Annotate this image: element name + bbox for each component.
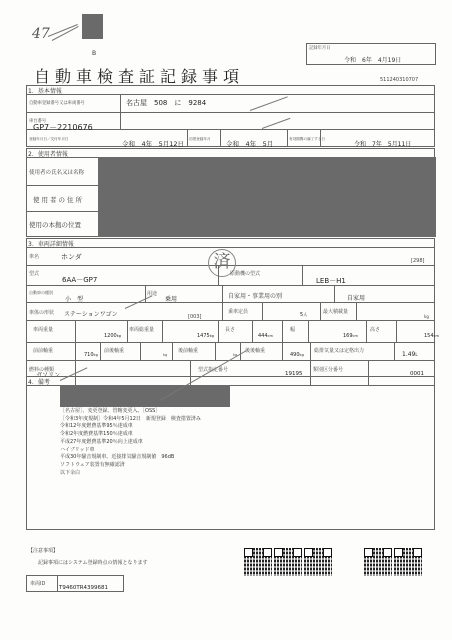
- rear-rear-axle-label: 後後軸重: [245, 348, 266, 354]
- engine-value: LEB－H1: [316, 277, 346, 285]
- remark-line: 以下余白: [60, 469, 81, 476]
- first-year-label: 初度登録年月: [189, 137, 211, 141]
- model-value: 6AA－GP7: [62, 276, 98, 284]
- expiry-value: 令和 7年 5月11日: [354, 141, 412, 148]
- rear-rear-axle-value: 490kg: [290, 352, 304, 358]
- remark-line: 平成30年騒音規制車、近接排気騒音規制値 96dB: [60, 454, 175, 461]
- kind-label: 自動車の種別: [29, 290, 53, 295]
- front-front-axle-label: 前前軸重: [33, 348, 54, 354]
- qr-code: [244, 548, 272, 576]
- remarks-list: [60, 408, 201, 477]
- remark-line: 平成27年度燃費基準20％向上達成車: [60, 438, 143, 445]
- handwritten-number: 47: [32, 26, 50, 42]
- fuel-value: ガソリン: [36, 372, 61, 379]
- private-value: 自家用: [347, 295, 366, 302]
- notice-text: 記録事項にはシステム登録時点の情報となります: [38, 560, 148, 566]
- expiry-label: 有効期間の満了する日: [289, 137, 325, 141]
- maker-value: ホンダ: [61, 253, 82, 261]
- qr-code: [394, 548, 422, 576]
- use-label: 用途: [147, 291, 158, 297]
- user-base-label: 使用の本拠の位置: [29, 221, 81, 229]
- private-label: 自家用・事業用の別: [228, 293, 283, 300]
- model-label: 型式: [29, 271, 40, 277]
- section-vehicle-heading: 3．車両詳細情報: [28, 241, 74, 248]
- section-user-heading: 2．使用者情報: [28, 151, 68, 158]
- displacement-value: 1.49L: [402, 351, 418, 358]
- remark-line: 令和2年度燃費基準150％達成車: [60, 431, 133, 438]
- fuel-label: 燃料の種類: [29, 367, 55, 373]
- class-number-value: 0001: [410, 371, 424, 377]
- reg-number-value: 名古屋 508 に 9284: [126, 99, 207, 107]
- gross-label: 車両総重量: [129, 327, 155, 333]
- weight-value: 1200kg: [104, 333, 121, 339]
- type-number-label: 型式指定番号: [198, 367, 229, 373]
- vehicle-id-label: 車両ID: [30, 581, 46, 587]
- use-value: 乗用: [165, 296, 178, 303]
- qr-code: [364, 548, 392, 576]
- section-basic-heading: 1．基本情報: [28, 88, 62, 95]
- qr-code: [304, 548, 332, 576]
- width-value: 169cm: [343, 333, 358, 339]
- remark-line: ［令和3年度規制］令和4年5月12日 新規登録 検査措置済み: [60, 415, 201, 422]
- weight-label: 車両重量: [33, 327, 54, 333]
- redacted-remarks-header: [60, 385, 230, 407]
- remark-line: 令和12年度燃費基準95％達成車: [60, 423, 133, 430]
- vehicle-id-value: T9460TR4399681: [59, 585, 109, 591]
- remark-line: ［名古屋］、変更登録、管轄変更入、［OSS］: [60, 408, 161, 414]
- document-title: 自動車検査証記録事項: [34, 67, 245, 86]
- document-number: 511240310707: [380, 77, 419, 83]
- redacted-user-info: [98, 157, 436, 237]
- record-date-label: 記録年月日: [309, 46, 331, 51]
- section-remarks-heading: 4．備考: [28, 379, 50, 386]
- remark-line: ハイブリッド車: [60, 446, 95, 453]
- remark-line: ソフトウェア装置有無確認済: [60, 461, 125, 468]
- front-front-axle-value: 710kg: [84, 352, 98, 358]
- redacted-block: [82, 14, 103, 39]
- capacity-label: 乗車定員: [228, 309, 249, 315]
- rear-front-axle-unit: kg: [233, 353, 238, 357]
- maker-code: [298]: [411, 258, 425, 264]
- reg-number-label: 自動車登録番号又は車両番号: [29, 101, 85, 106]
- qr-code: [274, 548, 302, 576]
- front-rear-axle-unit: kg: [163, 353, 168, 357]
- class-number-label: 類別区分番号: [313, 367, 344, 373]
- capacity-value: 5人: [300, 312, 308, 318]
- type-number-value: 19195: [285, 371, 303, 377]
- gross-value: 1475kg: [197, 333, 214, 339]
- record-date-value: 令和 6年 4月19日: [344, 57, 402, 64]
- shape-code: [003]: [188, 314, 202, 320]
- first-reg-value: 令和 4年 5月12日: [122, 140, 185, 148]
- maker-label: 車名: [29, 254, 40, 260]
- length-label: 長さ: [225, 327, 236, 333]
- form-letter: B: [92, 50, 97, 57]
- front-rear-axle-label: 前後軸重: [104, 348, 125, 354]
- shape-value: ステーションワゴン: [64, 311, 118, 318]
- displacement-label: 総排気量又は定格出力: [314, 348, 365, 354]
- length-value: 444cm: [258, 333, 273, 339]
- first-reg-label: 登録年月日／交付年月日: [29, 137, 69, 141]
- height-value: 154cm: [424, 333, 439, 339]
- height-label: 高さ: [370, 327, 381, 333]
- chassis-number-value: GP7－2210676: [33, 123, 93, 132]
- engine-label: 原動機の型式: [230, 271, 261, 277]
- user-name-label: 使用者の氏名又は名称: [29, 170, 85, 176]
- rear-front-axle-label: 後前軸重: [178, 348, 199, 354]
- first-year-value: 令和 4年 5月: [226, 140, 274, 148]
- maxload-unit: kg: [424, 314, 429, 319]
- maxload-label: 最大積載量: [323, 309, 349, 315]
- inspection-stamp: 済: [208, 249, 236, 277]
- user-address-label: 使用者の住所: [33, 196, 84, 204]
- width-label: 幅: [290, 327, 296, 333]
- chassis-number-label: 車台番号: [29, 119, 47, 124]
- kind-value: 小 型: [65, 296, 84, 303]
- shape-label: 車体の形状: [29, 310, 55, 316]
- notice-header: 【注意事項】: [28, 548, 59, 554]
